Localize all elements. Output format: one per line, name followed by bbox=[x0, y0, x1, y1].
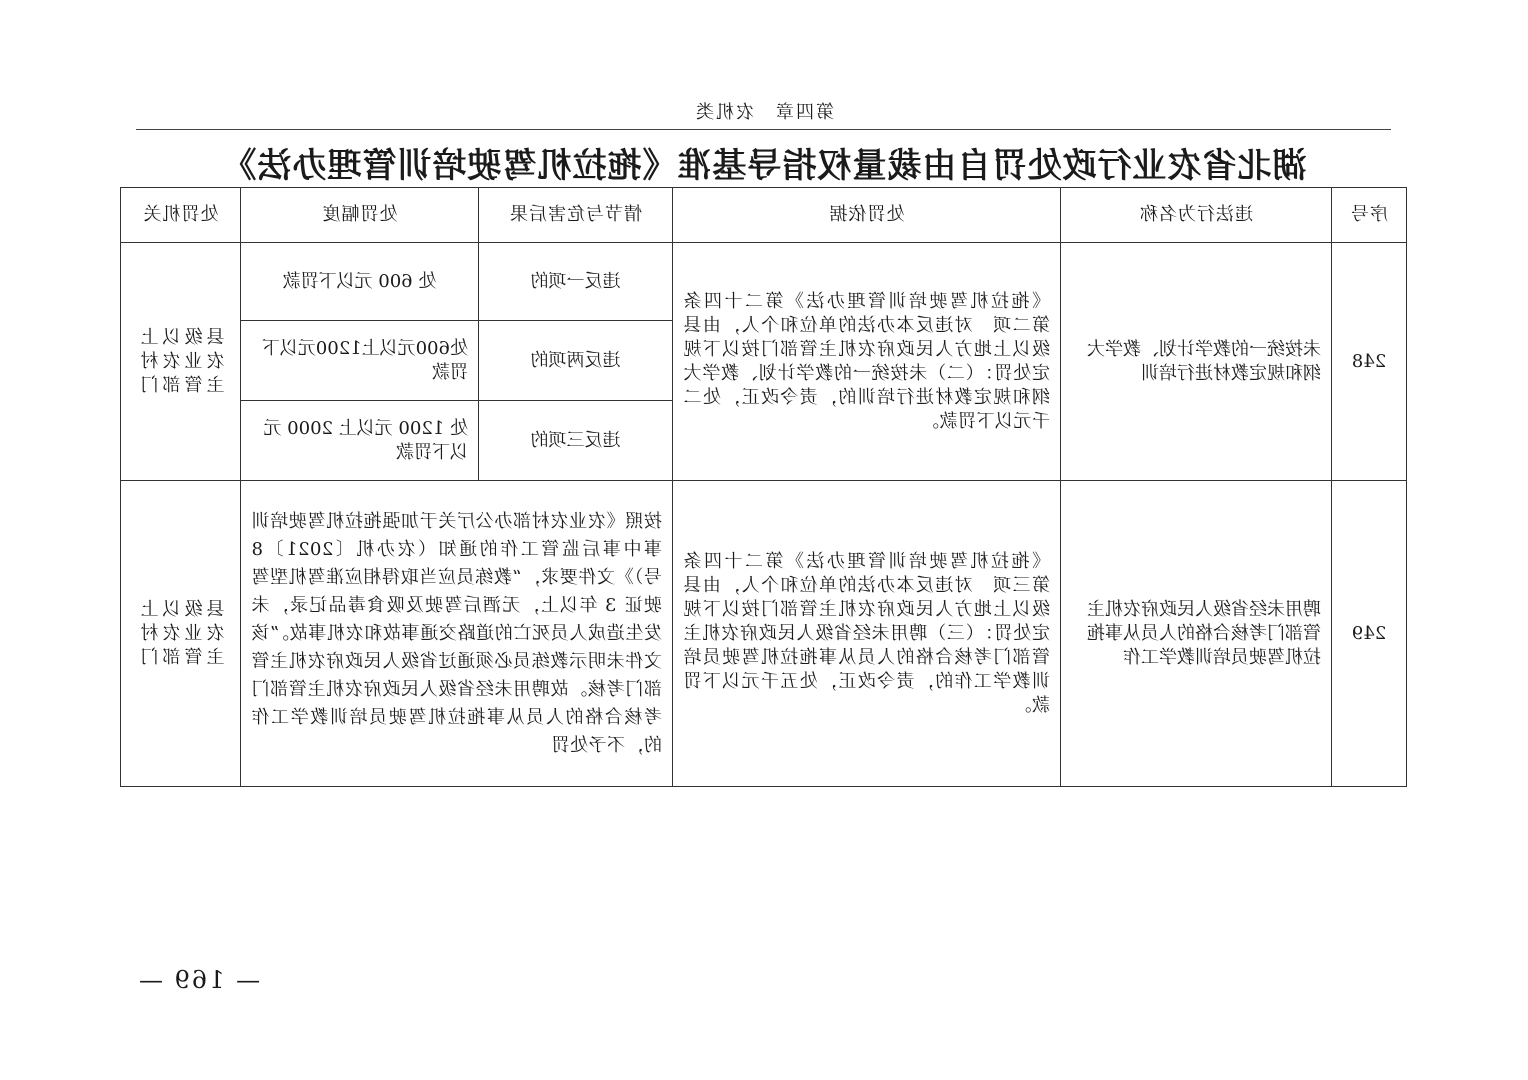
penalty-basis: 《拖拉机驾驶培训管理办法》第二十四条 第二项 对违反本办法的单位和个人，由县级以上地方人民政府农机主管部门按以下规定处罚：（二）未按统一的教学计划、教学大纲和规定教材进行培训的，责令改正，处二千元以下罚款。 bbox=[673, 243, 1061, 481]
table-header-row bbox=[121, 188, 1407, 243]
penalty-basis: 《拖拉机驾驶培训管理办法》第二十四条 第三项 对违反本办法的单位和个人，由县级以上地方人民政府农机主管部门按以下规定处罚：（三）聘用未经省级人民政府农机主管部门考核合格的人员从事拖拉机驾驶员培训教学工作的，责令改正，处五千元以下罚款。 bbox=[673, 481, 1061, 787]
column-header-violation: 违法行为名称 bbox=[1061, 188, 1332, 243]
penalty-authority: 县级以上农业农村主管部门 bbox=[121, 243, 241, 481]
violation-name: 聘用未经省级人民政府农机主管部门考核合格的人员从事拖拉机驾驶员培训教学工作 bbox=[1061, 481, 1332, 787]
column-header-penalty-range: 处罚幅度 bbox=[241, 188, 479, 243]
table-row bbox=[121, 243, 1407, 321]
page-title: 湖北省农业行政处罚自由裁量权指导基准《拖拉机驾驶培训管理办法》 bbox=[221, 146, 1307, 186]
circumstance-case: 违反三项的 bbox=[479, 401, 673, 481]
circumstance-case: 违反一项的 bbox=[479, 243, 673, 321]
column-header-authority: 处罚机关 bbox=[121, 188, 241, 243]
penalty-note: 按照《农业农村部办公厅关于加强拖拉机驾驶培训事中事后监管工作的通知（农办机〔2021〕8 号）》文件要求，“教练员应当取得相应准驾机型驾驶证 3 年以上，无酒后驾驶及吸食毒品记录，未发生造成人员死亡的道路交通事故和农机事故。”该文件未明示教练员必须通过省级人民政府农机主管部门考核。故聘用未经省级人民政府农机主管部门考核合格的人员从事拖拉机驾驶员培训教学工作的，不予处罚 bbox=[241, 481, 673, 787]
row-number: 249 bbox=[1332, 481, 1407, 787]
penalty-authority: 县级以上农业农村主管部门 bbox=[121, 481, 241, 787]
penalty-range: 处 600 元以下罚款 bbox=[241, 243, 479, 321]
column-header-circumstances: 情节与危害后果 bbox=[479, 188, 673, 243]
circumstance-case: 违反两项的 bbox=[479, 321, 673, 401]
chapter-header: 第四章 农机类 bbox=[694, 102, 834, 123]
penalty-range: 处 1200 元以上 2000 元以下罚款 bbox=[241, 401, 479, 481]
page-number: — 169 — bbox=[137, 966, 261, 994]
column-header-basis: 处罚依据 bbox=[673, 188, 1061, 243]
row-number: 248 bbox=[1332, 243, 1407, 481]
header-divider bbox=[136, 129, 1391, 130]
table-row bbox=[121, 481, 1407, 787]
penalty-range: 处600元以上1200元以下罚款 bbox=[241, 321, 479, 401]
penalty-table bbox=[120, 187, 1407, 787]
column-header-no: 序号 bbox=[1332, 188, 1407, 243]
violation-name: 未按统一的教学计划、教学大纲和规定教材进行培训 bbox=[1061, 243, 1332, 481]
